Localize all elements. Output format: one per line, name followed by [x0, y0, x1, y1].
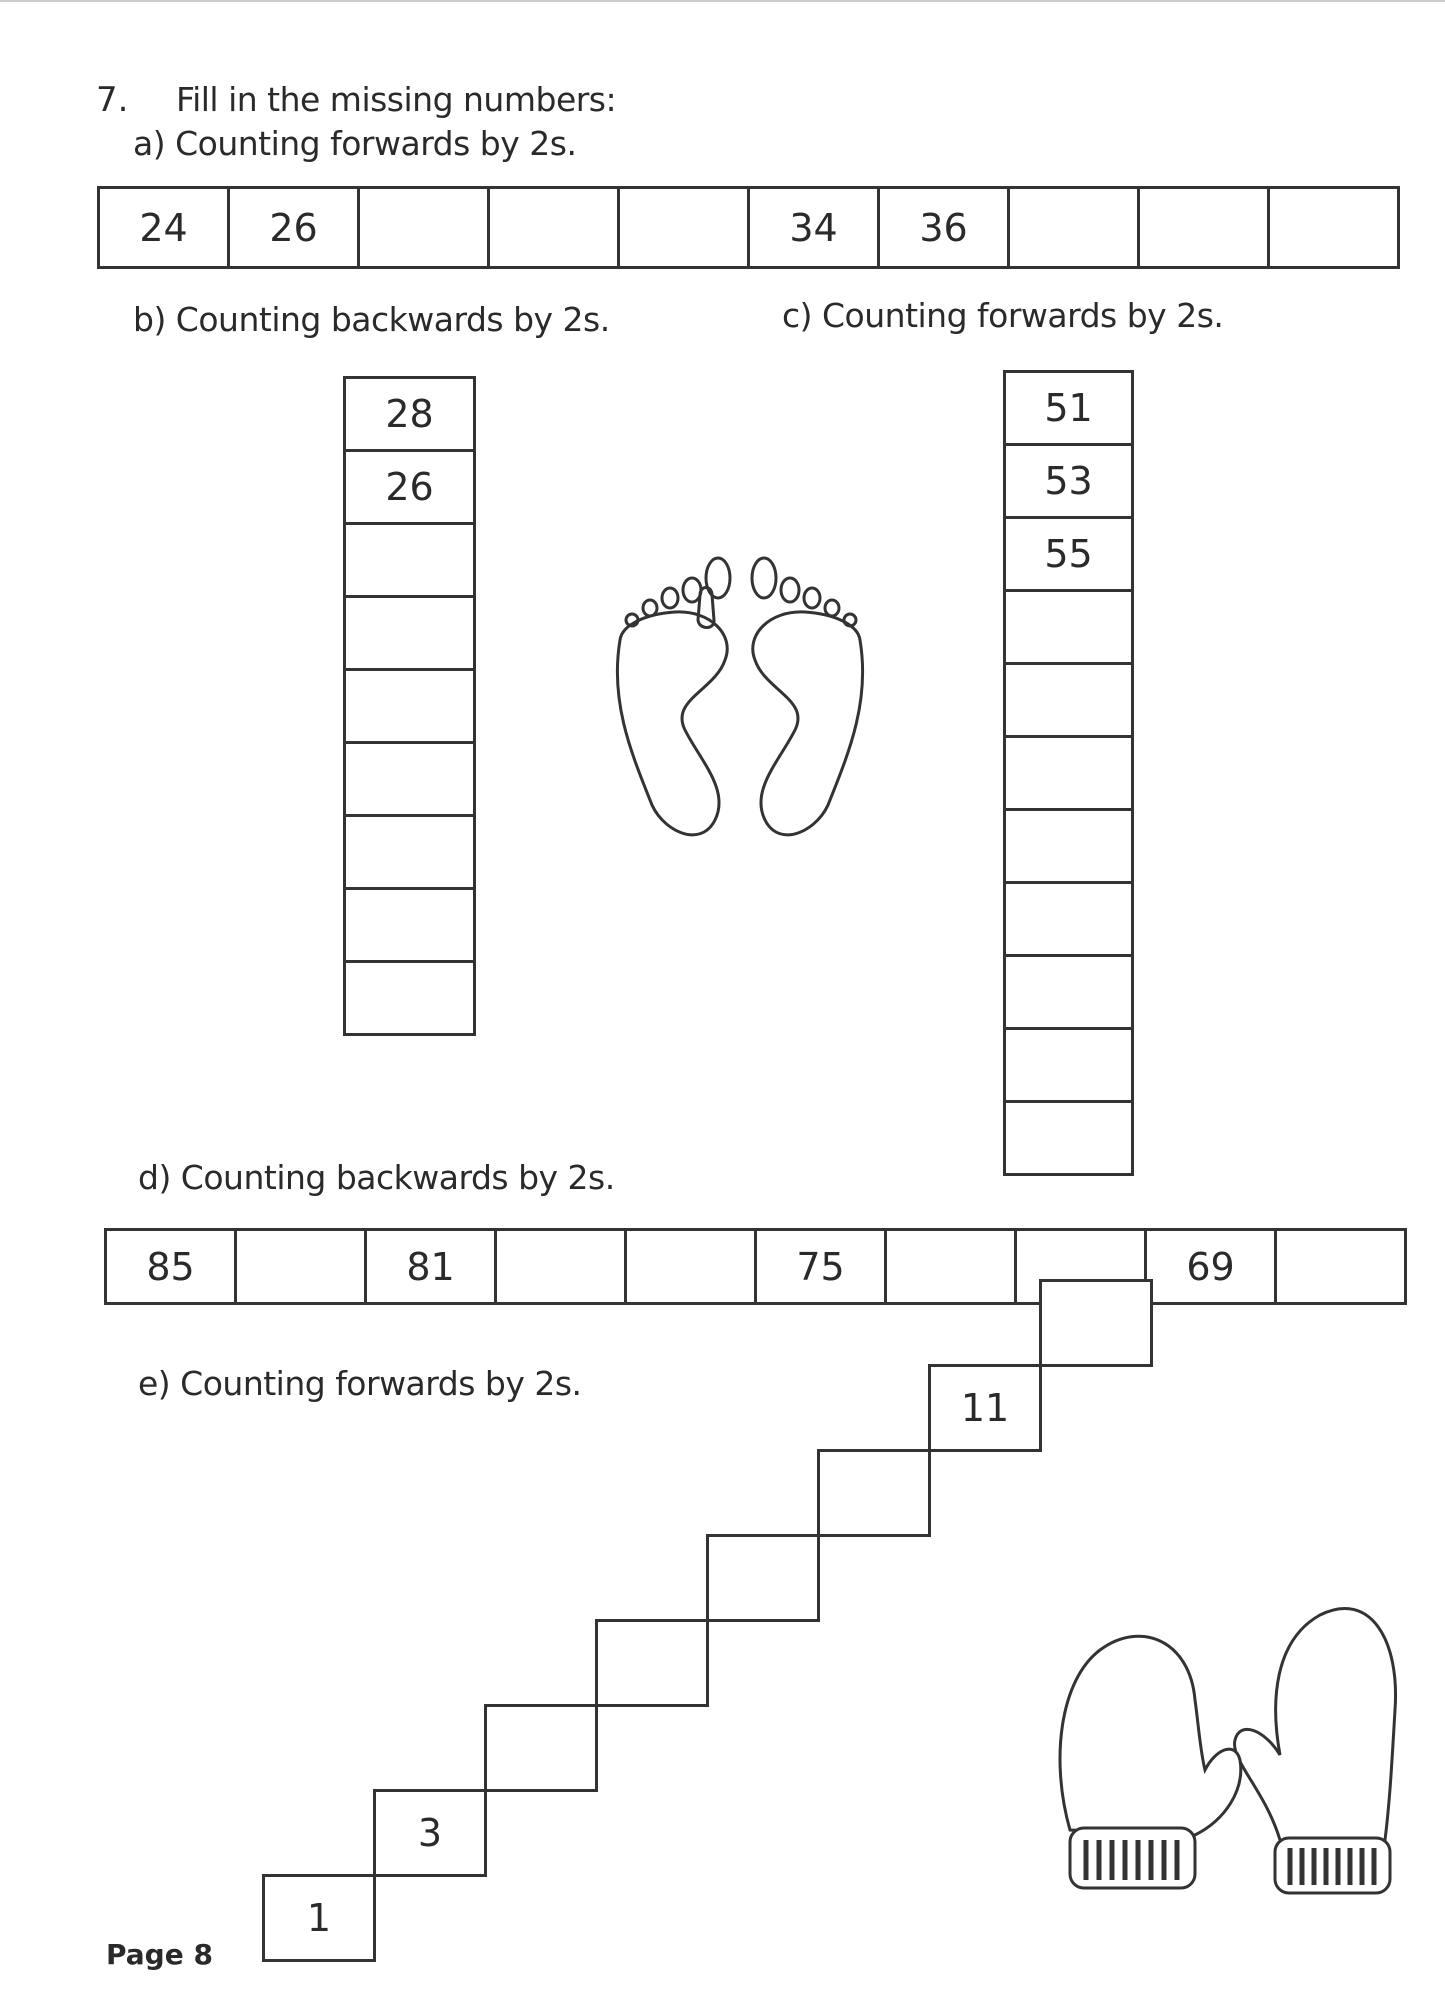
section_a-cell: 26 — [227, 186, 360, 269]
section_e-cell: 3 — [373, 1789, 487, 1877]
section_c-cell[interactable] — [1003, 1027, 1134, 1103]
section-e-label: e) Counting forwards by 2s. — [138, 1364, 582, 1403]
section_e-cell[interactable] — [817, 1449, 931, 1537]
section_a-cell[interactable] — [357, 186, 490, 269]
section_c-cell[interactable] — [1003, 662, 1134, 738]
section_c-cell: 55 — [1003, 516, 1134, 592]
section_b-cell: 28 — [343, 376, 476, 452]
mittens-icon — [1050, 1560, 1410, 1920]
footprints-icon — [600, 550, 880, 860]
section_d-cell[interactable] — [624, 1228, 757, 1305]
section_a-cell: 36 — [877, 186, 1010, 269]
section_a-cell[interactable] — [1007, 186, 1140, 269]
section_b-cell[interactable] — [343, 522, 476, 598]
section_b-cell[interactable] — [343, 960, 476, 1036]
section_b-cell[interactable] — [343, 887, 476, 963]
section_c-cell[interactable] — [1003, 881, 1134, 957]
section_b-cell[interactable] — [343, 741, 476, 817]
section_d-cell[interactable] — [494, 1228, 627, 1305]
section_a-cell[interactable] — [1267, 186, 1400, 269]
section_b-cell[interactable] — [343, 595, 476, 671]
question-number: 7. — [96, 80, 129, 120]
section_a-cell[interactable] — [617, 186, 750, 269]
section-b-label: b) Counting backwards by 2s. — [133, 300, 610, 339]
page-number: Page 8 — [106, 1938, 213, 1971]
section_e-cell[interactable] — [595, 1619, 709, 1707]
section_c-cell[interactable] — [1003, 589, 1134, 665]
scan-edge — [0, 0, 1445, 2]
section-c-label: c) Counting forwards by 2s. — [782, 296, 1224, 335]
section_b-cell[interactable] — [343, 668, 476, 744]
section_c-cell: 53 — [1003, 443, 1134, 519]
section_d-cell: 81 — [364, 1228, 497, 1305]
section_e-cell[interactable] — [706, 1534, 820, 1622]
section_b-cell: 26 — [343, 449, 476, 525]
section_c-cell: 51 — [1003, 370, 1134, 446]
section_c-cell[interactable] — [1003, 808, 1134, 884]
section_a-cell: 24 — [97, 186, 230, 269]
section_d-cell[interactable] — [884, 1228, 1017, 1305]
section-a-label: a) Counting forwards by 2s. — [133, 124, 577, 163]
section-d-label: d) Counting backwards by 2s. — [138, 1158, 615, 1197]
section_a-cell: 34 — [747, 186, 880, 269]
section_d-cell[interactable] — [234, 1228, 367, 1305]
section_e-cell[interactable] — [484, 1704, 598, 1792]
section_d-cell[interactable] — [1274, 1228, 1407, 1305]
section_a-cell[interactable] — [1137, 186, 1270, 269]
section_b-cell[interactable] — [343, 814, 476, 890]
section_e-cell: 11 — [928, 1364, 1042, 1452]
section_e-cell: 1 — [262, 1874, 376, 1962]
section_d-cell: 69 — [1144, 1228, 1277, 1305]
section_e-cell[interactable] — [1039, 1279, 1153, 1367]
section_d-cell: 85 — [104, 1228, 237, 1305]
section_c-cell[interactable] — [1003, 1100, 1134, 1176]
section_c-cell[interactable] — [1003, 954, 1134, 1030]
section_a-cell[interactable] — [487, 186, 620, 269]
section_c-cell[interactable] — [1003, 735, 1134, 811]
section_d-cell: 75 — [754, 1228, 887, 1305]
question-instruction: Fill in the missing numbers: — [176, 80, 617, 119]
